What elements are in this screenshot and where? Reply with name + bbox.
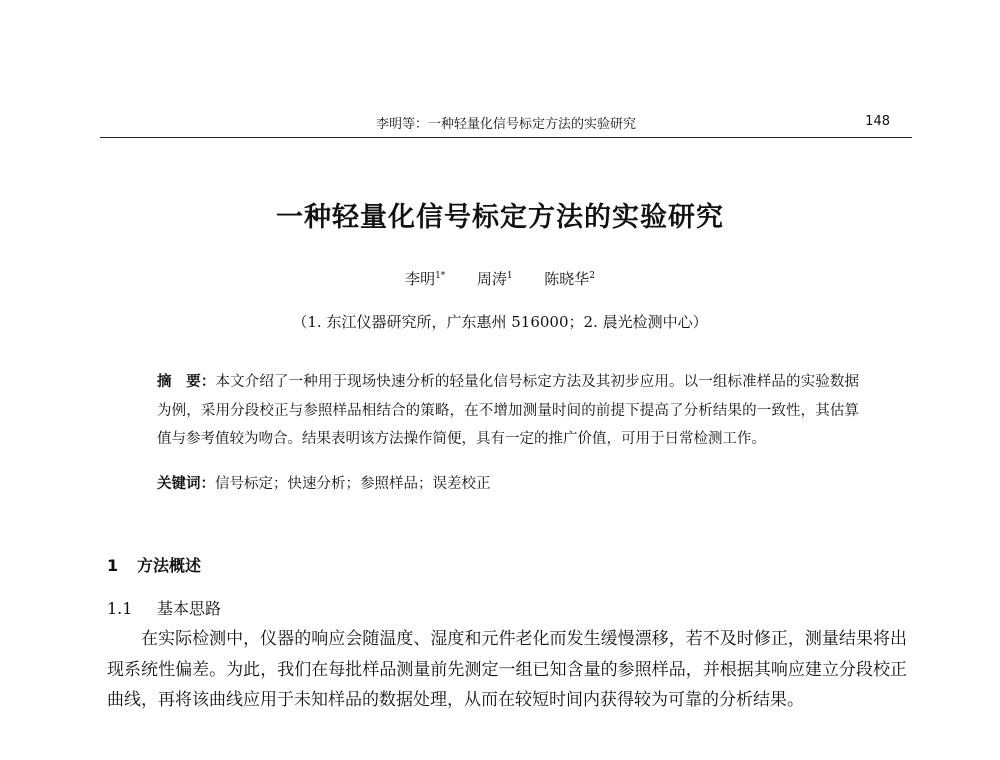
author-name: 周涛 [476, 270, 507, 288]
subsection-title: 基本思路 [157, 599, 222, 618]
abstract-text: 本文介绍了一种用于现场快速分析的轻量化信号标定方法及其初步应用。以一组标准样品的实验数据为例，采用分段校正与参照样品相结合的策略，在不增加测量时间的前提下提高了分析结果的一致性，其估算值与参考值较为吻合。结果表明该方法操作简便，具有一定的推广价值，可用于日常检测工作。 [157, 374, 860, 447]
affiliation: （1. 东江仪器研究所，广东惠州 516000；2. 晨光检测中心） [292, 313, 708, 331]
author-affiliation-mark: 1 [506, 271, 513, 281]
abstract-label: 摘 要： [157, 374, 216, 390]
author-name: 李明 [405, 270, 436, 288]
page-number: 148 [865, 114, 890, 129]
section-heading [107, 553, 201, 576]
paper-title: 一种轻量化信号标定方法的实验研究 [276, 202, 724, 233]
author-affiliation-mark: 2 [589, 271, 595, 281]
subsection-number: 1.1 [107, 599, 133, 618]
running-header-title: 李明等：一种轻量化信号标定方法的实验研究 [375, 117, 636, 132]
running-header [100, 111, 912, 138]
keywords-label: 关键词： [157, 476, 215, 492]
keywords [157, 472, 859, 493]
section-title: 方法概述 [137, 556, 202, 575]
section-number: 1 [107, 556, 119, 575]
abstract [157, 368, 859, 454]
body-paragraph [107, 624, 907, 716]
keywords-text: 信号标定；快速分析；参照样品；误差校正 [215, 476, 491, 492]
author-affiliation-mark: 1* [435, 271, 446, 281]
body-paragraph-text: 在实际检测中，仪器的响应会随温度、湿度和元件老化而发生缓慢漂移，若不及时修正，测量结果将出现系统性偏差。为此，我们在每批样品测量前先测定一组已知含量的参照样品，并根据其响应建立分段校正曲线，再将该曲线应用于未知样品的数据处理，从而在较短时间内获得较为可靠的分析结果。 [107, 629, 907, 710]
subsection-heading [107, 596, 221, 619]
author-name: 陈晓华 [544, 270, 590, 288]
author-list [0, 268, 1000, 289]
